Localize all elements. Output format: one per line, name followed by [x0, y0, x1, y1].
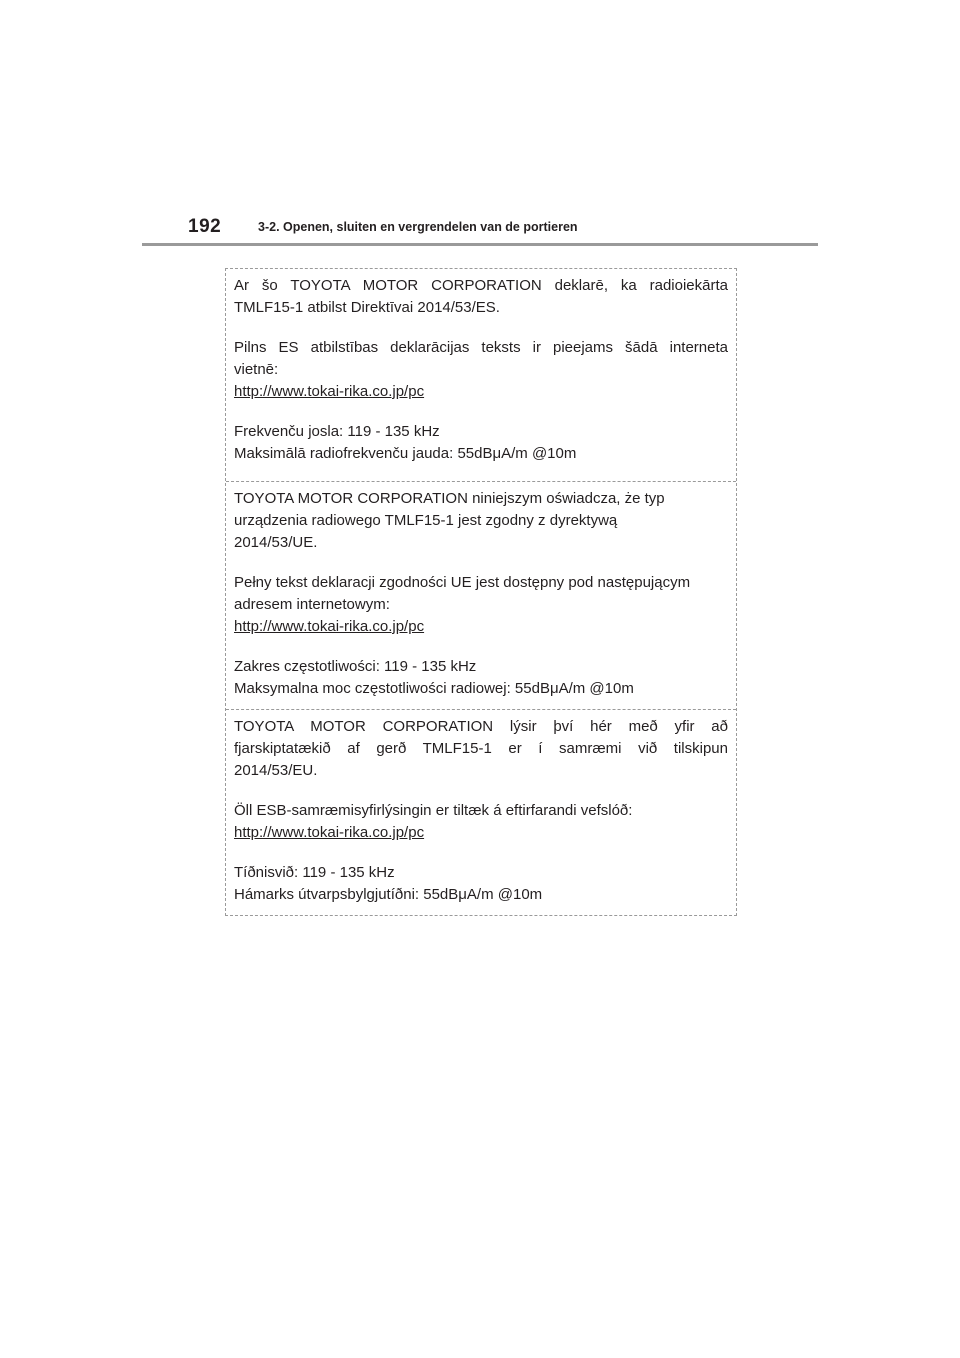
declaration-latvian [226, 269, 736, 481]
header-rule [142, 243, 818, 246]
full-text-notice: adresem internetowym: [234, 596, 390, 613]
full-text-notice: Pełny tekst deklaracji zgodności UE jest dostępny pod następującym [234, 574, 691, 591]
frequency-band: Tíðnisvið: 119 - 135 kHz [234, 864, 395, 881]
max-power: Maksimālā radiofrekvenču jauda: 55dBμA/m @10m [234, 445, 577, 462]
declaration-link[interactable]: http://www.tokai-rika.co.jp/pc [234, 383, 425, 400]
max-power: Hámarks útvarpsbylgjutíðni: 55dBμA/m @10m [234, 886, 543, 903]
full-text-notice: Öll ESB-samræmisyfirlýsingin er tiltæk á eftirfarandi vefslóð: [234, 802, 633, 819]
declaration-text: TOYOTA MOTOR CORPORATION lýsir því hér með yfir að [234, 718, 728, 735]
declaration-text: 2014/53/UE. [234, 534, 318, 551]
declaration-text: TMLF15-1 atbilst Direktīvai 2014/53/ES. [234, 299, 500, 316]
declaration-text: urządzenia radiowego TMLF15-1 jest zgodny z dyrektywą [234, 512, 618, 529]
declaration-link[interactable]: http://www.tokai-rika.co.jp/pc [234, 824, 425, 841]
declaration-text: fjarskiptatækið af gerð TMLF15-1 er í samræmi við tilskipun [234, 740, 728, 757]
full-text-notice: vietnē: [234, 361, 279, 378]
page-number: 192 [188, 216, 222, 237]
full-text-notice: Pilns ES atbilstības deklarācijas teksts ir pieejams šādā interneta [234, 339, 728, 356]
frequency-band: Zakres częstotliwości: 119 - 135 kHz [234, 658, 477, 675]
declaration-text: Ar šo TOYOTA MOTOR CORPORATION deklarē, ka radioiekārta [234, 277, 728, 294]
declaration-text: TOYOTA MOTOR CORPORATION niniejszym oświadcza, że typ [234, 490, 665, 507]
declaration-text: 2014/53/EU. [234, 762, 318, 779]
page-header [142, 212, 818, 246]
max-power: Maksymalna moc częstotliwości radiowej: 55dBμA/m @10m [234, 680, 634, 697]
declaration-link[interactable]: http://www.tokai-rika.co.jp/pc [234, 618, 425, 635]
section-title: 3-2. Openen, sluiten en vergrendelen van de portieren [258, 220, 578, 234]
frequency-band: Frekvenču josla: 119 - 135 kHz [234, 423, 440, 440]
declaration-icelandic [226, 709, 736, 915]
declaration-box [225, 268, 737, 916]
declaration-polish [226, 481, 736, 709]
